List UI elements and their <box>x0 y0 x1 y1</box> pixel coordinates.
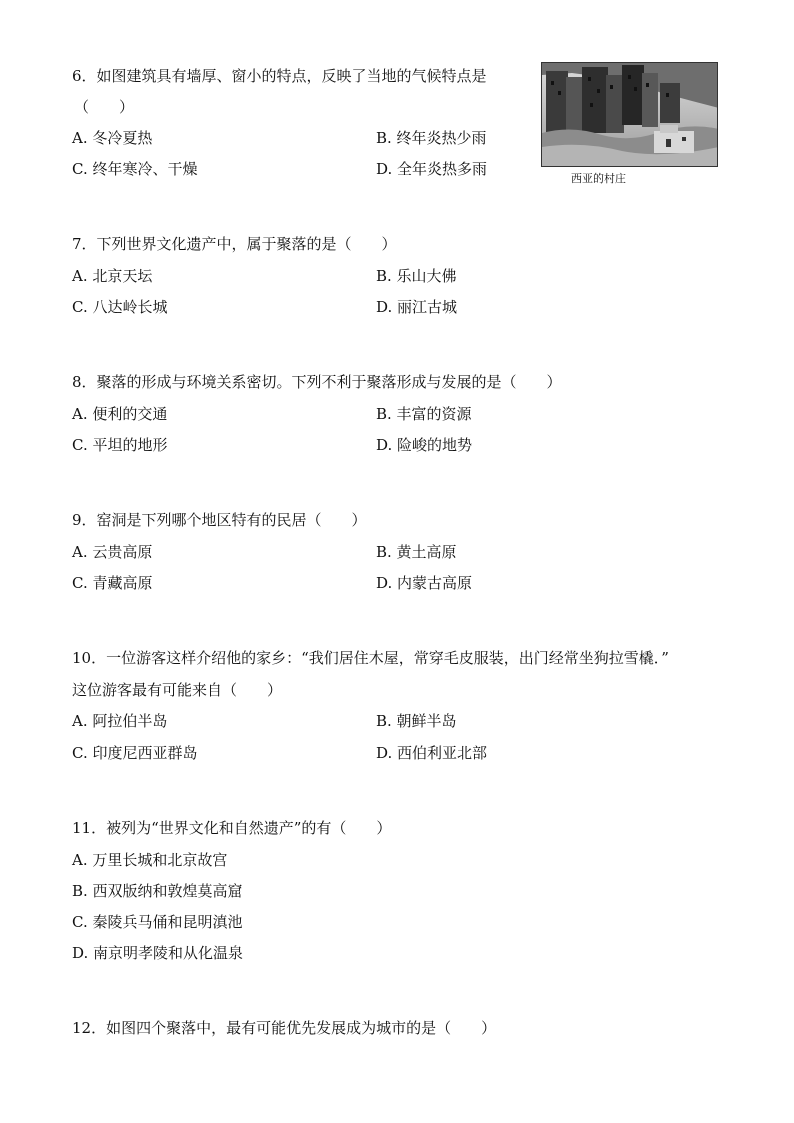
question-11-stem: 11．被列为“世界文化和自然遗产”的有（ ） <box>72 819 392 837</box>
question-7-option-a: A. 北京天坛 <box>72 267 153 285</box>
question-10-option-a: A. 阿拉伯半岛 <box>72 712 168 730</box>
question-7-stem: 7．下列世界文化遗产中，属于聚落的是（ ） <box>72 235 397 253</box>
question-8-stem: 8．聚落的形成与环境关系密切。下列不利于聚落形成与发展的是（ ） <box>72 373 562 391</box>
question-9-option-c: C. 青藏高原 <box>72 574 153 592</box>
question-11-option-b: B. 西双版纳和敦煌莫高窟 <box>72 882 243 900</box>
question-9-option-d: D. 内蒙古高原 <box>376 574 473 592</box>
question-7-option-b: B. 乐山大佛 <box>376 267 457 285</box>
question-11-option-a: A. 万里长城和北京故宫 <box>72 851 228 869</box>
question-6-stem: 6．如图建筑具有墙厚、窗小的特点，反映了当地的气候特点是 <box>72 67 487 85</box>
question-8-option-d: D. 险峻的地势 <box>376 436 473 454</box>
question-9-option-b: B. 黄土高原 <box>376 543 457 561</box>
question-9-stem: 9．窑洞是下列哪个地区特有的民居（ ） <box>72 511 367 529</box>
question-6-option-c: C. 终年寒冷、干燥 <box>72 160 198 178</box>
question-6-answer-blank: （ ） <box>74 98 135 116</box>
question-11-option-c: C. 秦陵兵马俑和昆明滇池 <box>72 913 243 931</box>
question-10-stem-line-1: 10．一位游客这样介绍他的家乡：“我们居住木屋，常穿毛皮服装，出门经常坐狗拉雪橇．” <box>72 649 669 667</box>
question-6-option-a: A. 冬冷夏热 <box>72 129 153 147</box>
question-6-option-d: D. 全年炎热多雨 <box>376 160 488 178</box>
question-8-option-c: C. 平坦的地形 <box>72 436 168 454</box>
question-10-option-c: C. 印度尼西亚群岛 <box>72 744 198 762</box>
question-8-option-b: B. 丰富的资源 <box>376 405 472 423</box>
figure-caption: 西亚的村庄 <box>571 172 626 185</box>
question-7-option-d: D. 丽江古城 <box>376 298 458 316</box>
question-10-option-d: D. 西伯利亚北部 <box>376 744 488 762</box>
question-12-stem: 12．如图四个聚落中，最有可能优先发展成为城市的是（ ） <box>72 1019 497 1037</box>
question-10-stem-line-2: 这位游客最有可能来自（ ） <box>72 681 283 699</box>
question-8-option-a: A. 便利的交通 <box>72 405 168 423</box>
question-11-option-d: D. 南京明孝陵和从化温泉 <box>72 944 244 962</box>
question-9-option-a: A. 云贵高原 <box>72 543 153 561</box>
question-10-option-b: B. 朝鲜半岛 <box>376 712 457 730</box>
west-asia-village-photo <box>541 62 718 167</box>
question-6-option-b: B. 终年炎热少雨 <box>376 129 487 147</box>
question-7-option-c: C. 八达岭长城 <box>72 298 168 316</box>
